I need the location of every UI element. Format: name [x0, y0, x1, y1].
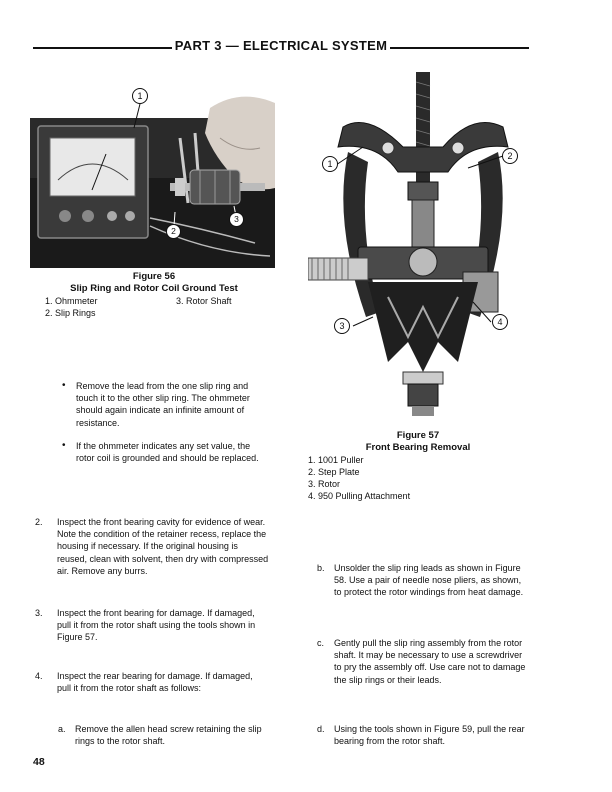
callout-3: 3: [229, 212, 244, 227]
step-item: [35, 607, 269, 644]
substep-item: [317, 637, 529, 686]
bearing-puller-illustration: [308, 72, 526, 424]
step-number: 3.: [35, 608, 43, 618]
figure-57-legend-4: 4. 950 Pulling Attachment: [308, 491, 411, 501]
page-header: [33, 38, 529, 56]
substep-text: Gently pull the slip ring assembly from the rotor shaft. It may be necessary to use a screwdriver to pry the assembly off. Use care not to damage the slip rings or their leads.: [334, 638, 526, 685]
substep-letter: a.: [58, 724, 66, 734]
page-number: 48: [33, 756, 45, 768]
callout-1: 1: [132, 88, 148, 104]
step-text: Inspect the rear bearing for damage. If damaged, pull it from the rotor shaft as follows:: [57, 671, 253, 694]
section-title: PART 3 — ELECTRICAL SYSTEM: [172, 38, 390, 53]
ohmmeter-test-illustration: [30, 78, 275, 268]
callout-2: 2: [502, 148, 518, 164]
figure-56-legend-1: 1. Ohmmeter: [45, 296, 98, 306]
step-text: Inspect the front bearing for damage. If damaged, pull it from the rotor shaft using the tools shown in Figure 57.: [57, 608, 256, 643]
substep-letter: b.: [317, 563, 325, 573]
callout-4: 4: [492, 314, 508, 330]
bullet-item: • If the ohmmeter indicates any set value, the rotor coil is grounded and should be replaced.: [76, 440, 269, 464]
figure-57-label: Figure 57: [396, 430, 440, 441]
substep-letter: c.: [317, 638, 325, 648]
bullet-item: • Remove the lead from the one slip ring and touch it to the other slip ring. The ohmmeter should again indicate an infinite amount of resistance.: [76, 380, 269, 429]
callout-3: 3: [334, 318, 350, 334]
figure-56-photo: [30, 78, 275, 268]
ohmmeter-device: [38, 126, 148, 238]
step-number: 2.: [35, 517, 43, 527]
callout-2: 2: [166, 224, 181, 239]
figure-56-legend-3: 3. Rotor Shaft: [176, 296, 232, 306]
figure-57-legend-3: 3. Rotor: [308, 479, 341, 489]
substep-item: [317, 562, 529, 599]
substep-item: [58, 723, 270, 747]
substep-letter: d.: [317, 724, 325, 734]
step-item: [35, 670, 269, 694]
figure-57-legend-1: 1. 1001 Puller: [308, 455, 364, 465]
header-rule-right: [390, 47, 529, 49]
callout-1: 1: [322, 156, 338, 172]
step-item: [35, 516, 269, 577]
figure-56-title: Slip Ring and Rotor Coil Ground Test: [70, 283, 238, 294]
substep-text: Remove the allen head screw retaining the slip rings to the rotor shaft.: [75, 724, 262, 747]
substep-item: [317, 723, 529, 747]
figure-57-title: Front Bearing Removal: [365, 442, 471, 453]
figure-56-label: Figure 56: [132, 271, 176, 282]
substep-text: Using the tools shown in Figure 59, pull the rear bearing from the rotor shaft.: [334, 724, 525, 747]
figure-57-legend-2: 2. Step Plate: [308, 467, 360, 477]
step-text: Inspect the front bearing cavity for evidence of wear. Note the condition of the retainer recess, replace the housing if necessary. If the original housing is reused, clean with solvent, then dry with compressed air. Remove any burrs.: [57, 517, 269, 576]
substep-text: Unsolder the slip ring leads as shown in Figure 58. Use a pair of needle nose pliers, as shown, to protect the rotor windings from heat damage.: [334, 563, 524, 598]
figure-56-legend-2: 2. Slip Rings: [45, 308, 96, 318]
figure-57-photo: [308, 72, 526, 424]
step-number: 4.: [35, 671, 43, 681]
